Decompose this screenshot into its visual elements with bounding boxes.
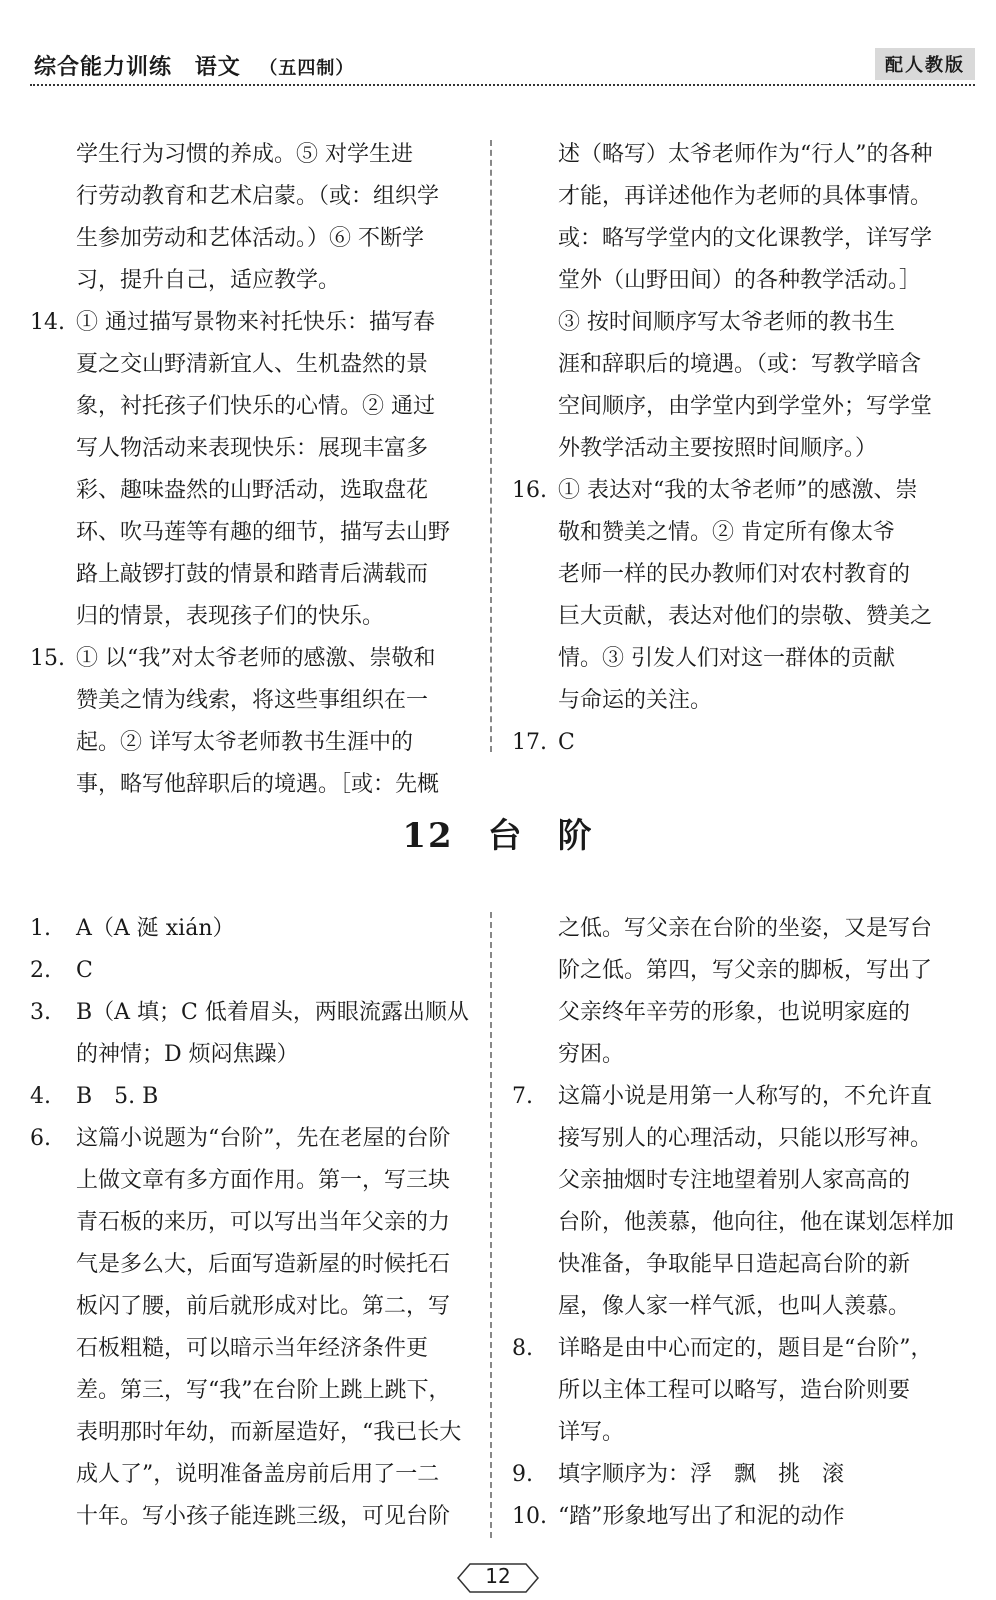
item-number: 4. <box>30 1084 51 1109</box>
answer-line: 才能，再详述他作为老师的具体事情。 <box>558 184 933 209</box>
page-number-badge <box>456 1562 540 1594</box>
answer-line: 生参加劳动和艺体活动。）⑥ 不断学 <box>76 226 424 251</box>
answer-line: 归的情景，表现孩子们的快乐。 <box>76 604 385 629</box>
answer-line: 这篇小说是用第一人称写的，不允许直 <box>558 1084 933 1109</box>
item-number: 9. <box>512 1462 533 1487</box>
answer-line: 述（略写）太爷老师作为“行人”的各种 <box>558 142 933 167</box>
answer-line: 父亲终年辛劳的形象，也说明家庭的 <box>558 1000 911 1025</box>
header-rule <box>30 84 975 86</box>
answer-line: C <box>558 730 575 755</box>
top-left-column <box>30 134 470 806</box>
answer-line: 敬和赞美之情。② 肯定所有像太爷 <box>558 520 895 545</box>
answer-line: A（A 涎 xián） <box>76 916 235 941</box>
answer-line: 起。② 详写太爷老师教书生涯中的 <box>76 730 413 755</box>
answer-line: 接写别人的心理活动，只能以形写神。 <box>558 1126 933 1151</box>
section-number: 12 <box>402 816 454 856</box>
answer-line: 路上敲锣打鼓的情景和踏青后满载而 <box>76 562 429 587</box>
bottom-right-column <box>512 908 962 1538</box>
system-note: （五四制） <box>259 58 355 79</box>
answer-line: 巨大贡献，表达对他们的崇敬、赞美之 <box>558 604 933 629</box>
answer-line: 详写。 <box>558 1420 625 1445</box>
answer-line: 外教学活动主要按照时间顺序。） <box>558 436 878 461</box>
answer-line: 上做文章有多方面作用。第一，写三块 <box>76 1168 451 1193</box>
section-title <box>0 808 996 857</box>
bottom-left-column <box>30 908 470 1538</box>
answer-line: 夏之交山野清新宜人、生机盎然的景 <box>76 352 429 377</box>
answer-line: 成人了”，说明准备盖房前后用了一二 <box>76 1462 440 1487</box>
answer-line: 习，提升自己，适应教学。 <box>76 268 341 293</box>
subject: 语文 <box>194 55 241 80</box>
answer-line: 填字顺序为：浮 飘 挑 滚 <box>558 1462 845 1487</box>
answer-line: ① 表达对“我的太爷老师”的感激、崇 <box>558 478 918 503</box>
item-number: 8. <box>512 1336 533 1361</box>
answer-item <box>512 1454 962 1496</box>
answer-continuation <box>512 134 962 470</box>
answer-line: 板闪了腰，前后就形成对比。第二，写 <box>76 1294 451 1319</box>
item-number: 16. <box>512 478 547 503</box>
header-title <box>34 50 354 81</box>
answer-line: 屋，像人家一样气派，也叫人羡慕。 <box>558 1294 911 1319</box>
answer-line: 差。第三，写“我”在台阶上跳上跳下， <box>76 1378 451 1403</box>
answer-line: 涯和辞职后的境遇。（或：写教学暗含 <box>558 352 922 377</box>
answer-line: ① 以“我”对太爷老师的感激、崇敬和 <box>76 646 436 671</box>
answer-line: 详略是由中心而定的，题目是“台阶”， <box>558 1336 933 1361</box>
answer-item <box>30 908 470 950</box>
answer-line: ③ 按时间顺序写太爷老师的教书生 <box>558 310 895 335</box>
answer-line: 表明那时年幼，而新屋造好，“我已长大 <box>76 1420 462 1445</box>
answer-item <box>512 722 962 764</box>
book-title: 综合能力训练 <box>34 55 173 80</box>
answer-line: 这篇小说题为“台阶”，先在老屋的台阶 <box>76 1126 451 1151</box>
item-number: 10. <box>512 1504 547 1529</box>
answer-line: 父亲抽烟时专注地望着别人家高高的 <box>558 1168 911 1193</box>
answer-line: 或：略写学堂内的文化课教学，详写学 <box>558 226 933 251</box>
page-number: 12 <box>485 1564 511 1588</box>
item-number: 1. <box>30 916 51 941</box>
answer-line: ① 通过描写景物来衬托快乐：描写春 <box>76 310 435 335</box>
answer-line: C <box>76 958 93 983</box>
item-number: 15. <box>30 646 65 671</box>
top-right-column <box>512 134 962 764</box>
answer-item <box>30 1118 470 1538</box>
answer-line: 气是多么大，后面写造新屋的时候托石 <box>76 1252 451 1277</box>
answer-line: B（A 填；C 低着眉头，两眼流露出顺从 <box>76 1000 469 1025</box>
answer-line: 阶之低。第四，写父亲的脚板，写出了 <box>558 958 933 983</box>
answer-line: 写人物活动来表现快乐：展现丰富多 <box>76 436 429 461</box>
answer-line: B 5. B <box>76 1084 159 1109</box>
answer-continuation <box>30 134 470 302</box>
answer-line: 学生行为习惯的养成。⑤ 对学生进 <box>76 142 413 167</box>
answer-line: 的神情；D 烦闷焦躁） <box>76 1042 299 1067</box>
answer-line: 青石板的来历，可以写出当年父亲的力 <box>76 1210 451 1235</box>
item-number: 17. <box>512 730 547 755</box>
bottom-divider <box>490 912 492 1538</box>
answer-item <box>512 470 962 722</box>
item-number: 7. <box>512 1084 533 1109</box>
answer-line: 事，略写他辞职后的境遇。［或：先概 <box>76 772 440 797</box>
edition-badge: 配人教版 <box>875 48 975 80</box>
answer-line: 堂外（山野田间）的各种教学活动。］ <box>558 268 922 293</box>
answer-item <box>30 1076 470 1118</box>
answer-line: 与命运的关注。 <box>558 688 713 713</box>
item-number: 6. <box>30 1126 51 1151</box>
answer-continuation <box>512 908 962 1076</box>
answer-item <box>30 992 470 1076</box>
top-divider <box>490 140 492 752</box>
answer-item <box>30 950 470 992</box>
section-title-char-2: 阶 <box>557 816 594 856</box>
answer-item <box>512 1076 962 1328</box>
answer-item <box>512 1328 962 1454</box>
answer-line: 空间顺序，由学堂内到学堂外；写学堂 <box>558 394 933 419</box>
answer-line: 十年。写小孩子能连跳三级，可见台阶 <box>76 1504 451 1529</box>
answer-line: 台阶，他羡慕，他向往，他在谋划怎样加 <box>558 1210 955 1235</box>
answer-line: 之低。写父亲在台阶的坐姿，又是写台 <box>558 916 933 941</box>
item-number: 14. <box>30 310 65 335</box>
answer-line: 象，衬托孩子们快乐的心情。② 通过 <box>76 394 435 419</box>
answer-line: 老师一样的民办教师们对农村教育的 <box>558 562 911 587</box>
answer-item <box>512 1496 962 1538</box>
answer-line: 行劳动教育和艺术启蒙。（或：组织学 <box>76 184 440 209</box>
answer-line: 快准备，争取能早日造起高台阶的新 <box>558 1252 911 1277</box>
answer-line: 情。③ 引发人们对这一群体的贡献 <box>558 646 895 671</box>
answer-line: 石板粗糙，可以暗示当年经济条件更 <box>76 1336 429 1361</box>
answer-line: 彩、趣味盎然的山野活动，选取盘花 <box>76 478 429 503</box>
page-header <box>30 46 975 92</box>
answer-line: 穷困。 <box>558 1042 625 1067</box>
answer-line: 所以主体工程可以略写，造台阶则要 <box>558 1378 911 1403</box>
answer-item <box>30 302 470 638</box>
item-number: 3. <box>30 1000 51 1025</box>
answer-line: 环、吹马莲等有趣的细节，描写去山野 <box>76 520 451 545</box>
answer-line: “踏”形象地写出了和泥的动作 <box>558 1504 845 1529</box>
item-number: 2. <box>30 958 51 983</box>
answer-line: 赞美之情为线索，将这些事组织在一 <box>76 688 429 713</box>
section-title-char-1: 台 <box>487 816 524 856</box>
answer-item <box>30 638 470 806</box>
